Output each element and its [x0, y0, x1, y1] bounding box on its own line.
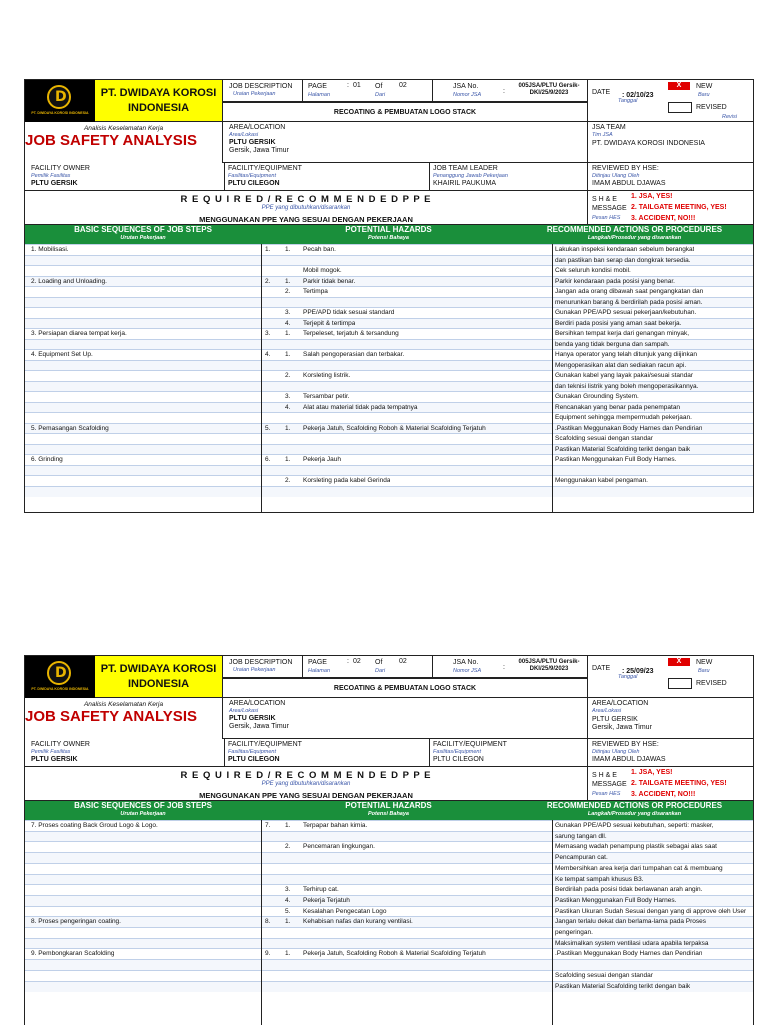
date-status-block: DATE Tanggal : 02/10/23 X NEW Baru REVISED Revisi	[588, 80, 753, 122]
hazard-item-number: 1.	[285, 456, 291, 463]
hazard-step-number: 5.	[265, 424, 271, 432]
jsa-team-block: AREA/LOCATION Area/Lokasi PLTU GERSIK Gersik, Jawa Timur	[588, 698, 753, 739]
hazard-cell: Pekerja Terjatuh	[303, 896, 350, 904]
logo-text: PT. DWIDAYA KOROSI INDONESIA	[31, 687, 89, 691]
job-description-label: JOB DESCRIPTION Uraian Pekerjaan	[223, 656, 303, 678]
action-cell: Scafolding sesuai dengan standar	[555, 435, 653, 442]
hazard-item-number: 3.	[285, 393, 291, 400]
action-cell: Jangan ada orang dibawah saat pengangkatan dan	[555, 288, 704, 295]
hazard-item-number: 4.	[285, 403, 291, 411]
action-cell: Pastikan Menggunakan Full Body Harnes.	[555, 456, 677, 463]
action-cell: Berdirilah pada posisi tidak berlawanan arah angin.	[555, 886, 703, 894]
action-cell: Menggunakan kabel pengaman.	[555, 477, 648, 484]
action-cell: Gunakan kabel yang layak pakai/sesuai standar	[555, 372, 694, 379]
column-divider	[552, 820, 553, 1025]
action-cell: .Pastikan Meggunakan Body Harnes dan Pendirian	[555, 424, 703, 432]
action-cell: Mengoperasikan alat dan sediakan racun api.	[555, 361, 687, 369]
hazard-cell: Salah pengoperasian dan terbakar.	[303, 351, 405, 358]
action-cell: Equipment sehingga mempermudah pekerjaan.	[555, 414, 692, 421]
job-step-cell: 1. Mobilisasi.	[31, 246, 69, 253]
hazard-item-number: 5.	[285, 907, 291, 915]
hazard-item-number: 1.	[285, 822, 291, 829]
logo-emblem-icon: D	[47, 85, 71, 109]
date-value: : 25/09/23	[622, 668, 654, 675]
jsa-number-block: JSA No. Nomor JSA : 005JSA/PLTU Gersik-DKI/25/9/2023	[433, 80, 588, 102]
team-leader-block: FACILITY/EQUIPMENT Fasilitas/Equipment PLTU CILEGON	[430, 739, 588, 767]
hazard-step-number: 2.	[265, 277, 271, 285]
she-message-2: 2. TAILGATE MEETING, YES!	[631, 780, 727, 787]
reviewed-by-block: REVIEWED BY HSE: Ditinjau Ulang Oleh IMAM ABDUL DJAWAS	[588, 739, 753, 767]
action-cell: Pastikan Material Scafolding terikt dengan baik	[555, 982, 691, 990]
hazard-step-number: 8.	[265, 918, 271, 926]
action-cell: Rencanakan yang benar pada penempatan	[555, 403, 681, 411]
logo-emblem-icon: D	[47, 661, 71, 685]
action-cell: Memasang wadah penampung plastik sebagai alas saat	[555, 843, 717, 851]
logo-text: PT. DWIDAYA KOROSI INDONESIA	[31, 111, 89, 115]
job-title: RECOATING & PEMBUATAN LOGO STACK	[333, 685, 477, 692]
ppe-title: R E Q U I R E D / R E C O M M E N D E D P P E	[180, 194, 432, 205]
column-header-actions: RECOMMENDED ACTIONS OR PROCEDURES Langkah/Prosedur yang disarankan	[516, 801, 753, 820]
hazard-cell: Korsleting pada kabel Gerinda	[303, 477, 391, 484]
action-cell: Lakukan inspeksi kendaraan sebelum berangkat	[555, 246, 695, 253]
she-message-3: 3. ACCIDENT, NO!!!	[631, 215, 696, 222]
table-row	[25, 486, 753, 498]
job-step-cell: 5. Pemasangan Scafolding	[31, 424, 109, 432]
action-cell: Maksimalkan system ventilasi udara apabila terpaksa	[555, 939, 709, 947]
column-header-job-steps: BASIC SEQUENCES OF JOB STEPS Urutan Pekerjaan	[25, 801, 261, 820]
revised-checkbox	[668, 102, 692, 113]
job-title-block	[223, 678, 588, 698]
facility-owner-block: FACILITY OWNER Pemilik Fasilitas PLTU GERSIK	[25, 739, 225, 767]
document-title: JOB SAFETY ANALYSIS	[25, 132, 197, 149]
hazard-step-number: 1.	[265, 246, 271, 253]
hazard-cell: PPE/APD tidak sesuai standard	[303, 309, 395, 316]
job-description-label: JOB DESCRIPTION Uraian Pekerjaan	[223, 80, 303, 102]
page-number-block: PAGE Halaman : 01 Of Dari 02	[303, 80, 433, 102]
hazard-cell: Tertimpa	[303, 288, 328, 295]
date-value: : 02/10/23	[622, 92, 654, 99]
job-step-cell: 2. Loading and Unloading.	[31, 277, 107, 285]
hazard-cell: Pekerja Jatuh, Scafolding Roboh & Material Scafolding Terjatuh	[303, 424, 486, 432]
document-title-block	[25, 122, 223, 163]
hazard-item-number: 1.	[285, 950, 291, 958]
action-cell: Bersihkan tempat kerja dari genangan minyak,	[555, 330, 690, 337]
hazard-step-number: 9.	[265, 950, 271, 958]
she-message-1: 1. JSA, YES!	[631, 193, 673, 200]
she-message-block: S H & E MESSAGE Pesan HES 1. JSA, YES! 2. TAILGATE MEETING, YES! 3. ACCIDENT, NO!!!	[588, 191, 753, 225]
hazard-cell: Terpapar bahan kimia.	[303, 822, 368, 829]
jsa-sheet-page-1	[24, 79, 754, 513]
hazard-item-number: 1.	[285, 246, 291, 253]
action-cell: Pastikan Material Scafolding terikt dengan baik	[555, 445, 691, 453]
new-checkbox: X	[668, 658, 690, 666]
job-step-cell: 7. Proses coating Back Groud Logo & Logo.	[31, 822, 158, 829]
action-cell: dan teknisi listrik yang boleh mengoperasikannya.	[555, 382, 699, 390]
hazard-item-number: 4.	[285, 319, 291, 327]
ppe-value: MENGGUNAKAN PPE YANG SESUAI DENGAN PEKERJAAN	[199, 214, 413, 224]
hazard-step-number: 4.	[265, 351, 271, 358]
facility-equipment-block: FACILITY/EQUIPMENT Fasilitas/Equipment PLTU CILEGON	[225, 739, 430, 767]
jsa-number-block: JSA No. Nomor JSA : 005JSA/PLTU Gersik-DKI/25/9/2023	[433, 656, 588, 678]
hazard-cell: Terjepit & tertimpa	[303, 319, 356, 327]
action-cell: Gunakan PPE/APD sesuai pekerjaan/kebutuhan.	[555, 309, 697, 316]
action-cell: Hanya operator yang telah ditunjuk yang diijinkan	[555, 351, 698, 358]
hazard-item-number: 2.	[285, 843, 291, 851]
hazard-item-number: 2.	[285, 372, 291, 379]
action-cell: Membersihkan area kerja dari tumpahan cat & membuang	[555, 864, 723, 872]
column-divider	[552, 244, 553, 512]
action-cell: menurunkan barang & berdirilah pada posisi aman.	[555, 298, 703, 306]
company-logo	[25, 80, 95, 122]
hazard-cell: Mobil mogok.	[303, 267, 342, 274]
hazard-cell: Kesalahan Pengecatan Logo	[303, 907, 387, 915]
hazard-item-number: 3.	[285, 309, 291, 316]
column-header-hazards: POTENTIAL HAZARDS Potensi Bahaya	[261, 801, 516, 820]
hazard-cell: Pekerja Jauh	[303, 456, 341, 463]
date-status-block: DATE Tanggal : 25/09/23 X NEW Baru REVISED	[588, 656, 753, 698]
hazard-step-number: 6.	[265, 456, 271, 463]
jsa-sheet-page-2	[24, 655, 754, 1025]
new-checkbox: X	[668, 82, 690, 90]
company-name: PT. DWIDAYA KOROSI INDONESIA	[95, 80, 223, 122]
hazard-cell: Pecah ban.	[303, 246, 336, 253]
column-header-actions: RECOMMENDED ACTIONS OR PROCEDURES Langkah/Prosedur yang disarankan	[516, 225, 753, 244]
ppe-value: MENGGUNAKAN PPE YANG SESUAI DENGAN PEKERJAAN	[199, 790, 413, 800]
column-header-hazards: POTENTIAL HAZARDS Potensi Bahaya	[261, 225, 516, 244]
hazard-item-number: 1.	[285, 424, 291, 432]
company-name: PT. DWIDAYA KOROSI INDONESIA	[95, 656, 223, 698]
column-divider	[261, 244, 262, 512]
table-row	[25, 981, 753, 993]
action-cell: Pastikan Ukuran Sudah Sesuai dengan yang di approve oleh User	[555, 907, 747, 915]
she-message-block: S H & E MESSAGE Pesan HES 1. JSA, YES! 2. TAILGATE MEETING, YES! 3. ACCIDENT, NO!!!	[588, 767, 753, 801]
team-leader-block: JOB TEAM LEADER Penanggung Jawab Pekerjaan KHAIRIL PAUKUMA	[430, 163, 588, 191]
action-cell: .Pastikan Meggunakan Body Harnes dan Pendirian	[555, 950, 703, 958]
job-title: RECOATING & PEMBUATAN LOGO STACK	[333, 109, 477, 116]
job-title-block	[223, 102, 588, 122]
hazard-cell: Tersambar petir.	[303, 393, 350, 400]
jsa-team-block: JSA TEAM Tim JSA PT. DWIDAYA KOROSI INDONESIA	[588, 122, 753, 163]
facility-equipment-block: FACILITY/EQUIPMENT Fasilitas/Equipment PLTU CILEGON	[225, 163, 430, 191]
she-message-2: 2. TAILGATE MEETING, YES!	[631, 204, 727, 211]
action-cell: Berdiri pada posisi yang aman saat bekerja.	[555, 319, 682, 327]
document-title: JOB SAFETY ANALYSIS	[25, 708, 197, 725]
she-message-3: 3. ACCIDENT, NO!!!	[631, 791, 696, 798]
job-step-cell: 8. Proses pengeringan coating.	[31, 918, 121, 926]
action-cell: Cek seluruh kondisi mobil.	[555, 267, 631, 274]
action-cell: Gunakan Grounding System.	[555, 393, 639, 400]
hazard-item-number: 4.	[285, 896, 291, 904]
action-cell: sarung tangan dll.	[555, 832, 607, 840]
hazard-cell: Pekerja Jatuh, Scafolding Roboh & Material Scafolding Terjatuh	[303, 950, 486, 958]
action-cell: dan pastikan ban serap dan dongkrak tersedia.	[555, 256, 691, 264]
hazard-cell: Korsleting listrik.	[303, 372, 351, 379]
action-cell: Parkir kendaraan pada posisi yang benar.	[555, 277, 675, 285]
hazard-step-number: 3.	[265, 330, 271, 337]
hazard-item-number: 1.	[285, 330, 291, 337]
hazard-cell: Kehabisan nafas dan kurang ventilasi.	[303, 918, 413, 926]
column-header-job-steps: BASIC SEQUENCES OF JOB STEPS Urutan Pekerjaan	[25, 225, 261, 244]
action-cell: Gunakan PPE/APD sesuai kebutuhan, seperti: masker,	[555, 822, 714, 829]
ppe-title: R E Q U I R E D / R E C O M M E N D E D P P E	[180, 770, 432, 781]
hazard-item-number: 1.	[285, 918, 291, 926]
action-cell: Scafolding sesuai dengan standar	[555, 971, 653, 979]
page-number-block: PAGE Halaman : 02 Of Dari 02	[303, 656, 433, 678]
reviewed-by-block: REVIEWED BY HSE: Ditinjau Ulang Oleh IMAM ABDUL DJAWAS	[588, 163, 753, 191]
hazard-cell: Pencemaran lingkungan.	[303, 843, 375, 851]
column-divider	[261, 820, 262, 1025]
action-cell: Ke tempat sampah khusus B3.	[555, 875, 644, 883]
hazard-item-number: 2.	[285, 288, 291, 295]
hazard-cell: Terpeleset, terjatuh & tersandung	[303, 330, 399, 337]
hazard-item-number: 3.	[285, 886, 291, 894]
hazard-step-number: 7.	[265, 822, 271, 829]
ppe-block: R E Q U I R E D / R E C O M M E N D E D P P E PPE yang dibutuhkan/disarankan MENGGUNAKAN PPE YANG SESUAI DENGAN PEKERJAAN	[25, 191, 588, 225]
revised-checkbox	[668, 678, 692, 689]
area-location-block: AREA/LOCATION Area/Lokasi PLTU GERSIK Gersik, Jawa Timur	[223, 122, 588, 163]
document-subtitle: Analisis Keselamatan Kerja	[83, 125, 164, 132]
area-location-block: AREA/LOCATION Area/Lokasi PLTU GERSIK Gersik, Jawa Timur	[223, 698, 588, 739]
document-subtitle: Analisis Keselamatan Kerja	[83, 701, 164, 708]
document-title-block	[25, 698, 223, 739]
action-cell: Pastikan Menggunakan Full Body Harnes.	[555, 896, 677, 904]
hazard-item-number: 1.	[285, 277, 291, 285]
job-step-cell: 6. Grinding	[31, 456, 63, 463]
action-cell: Jangan terlalu dekat dan berlama-lama pada Proses	[555, 918, 707, 926]
facility-owner-block: FACILITY OWNER Pemilik Fasilitas PLTU GERSIK	[25, 163, 225, 191]
job-step-cell: 9. Pembongkaran Scafolding	[31, 950, 115, 958]
action-cell: Pencampuran cat.	[555, 854, 608, 862]
hazard-item-number: 2.	[285, 477, 291, 484]
company-logo	[25, 656, 95, 698]
hazard-item-number: 1.	[285, 351, 291, 358]
hazard-cell: Parkir tidak benar.	[303, 277, 356, 285]
hazard-cell: Alat atau material tidak pada tempatnya	[303, 403, 418, 411]
action-cell: pengeringan.	[555, 929, 593, 936]
job-step-cell: 4. Equipment Set Up.	[31, 351, 93, 358]
action-cell: benda yang tidak berguna dan sampah.	[555, 340, 670, 348]
hazard-cell: Terhirup cat.	[303, 886, 339, 894]
job-step-cell: 3. Persiapan diarea tempat kerja.	[31, 330, 127, 337]
ppe-block: R E Q U I R E D / R E C O M M E N D E D P P E PPE yang dibutuhkan/disarankan MENGGUNAKAN PPE YANG SESUAI DENGAN PEKERJAAN	[25, 767, 588, 801]
she-message-1: 1. JSA, YES!	[631, 769, 673, 776]
